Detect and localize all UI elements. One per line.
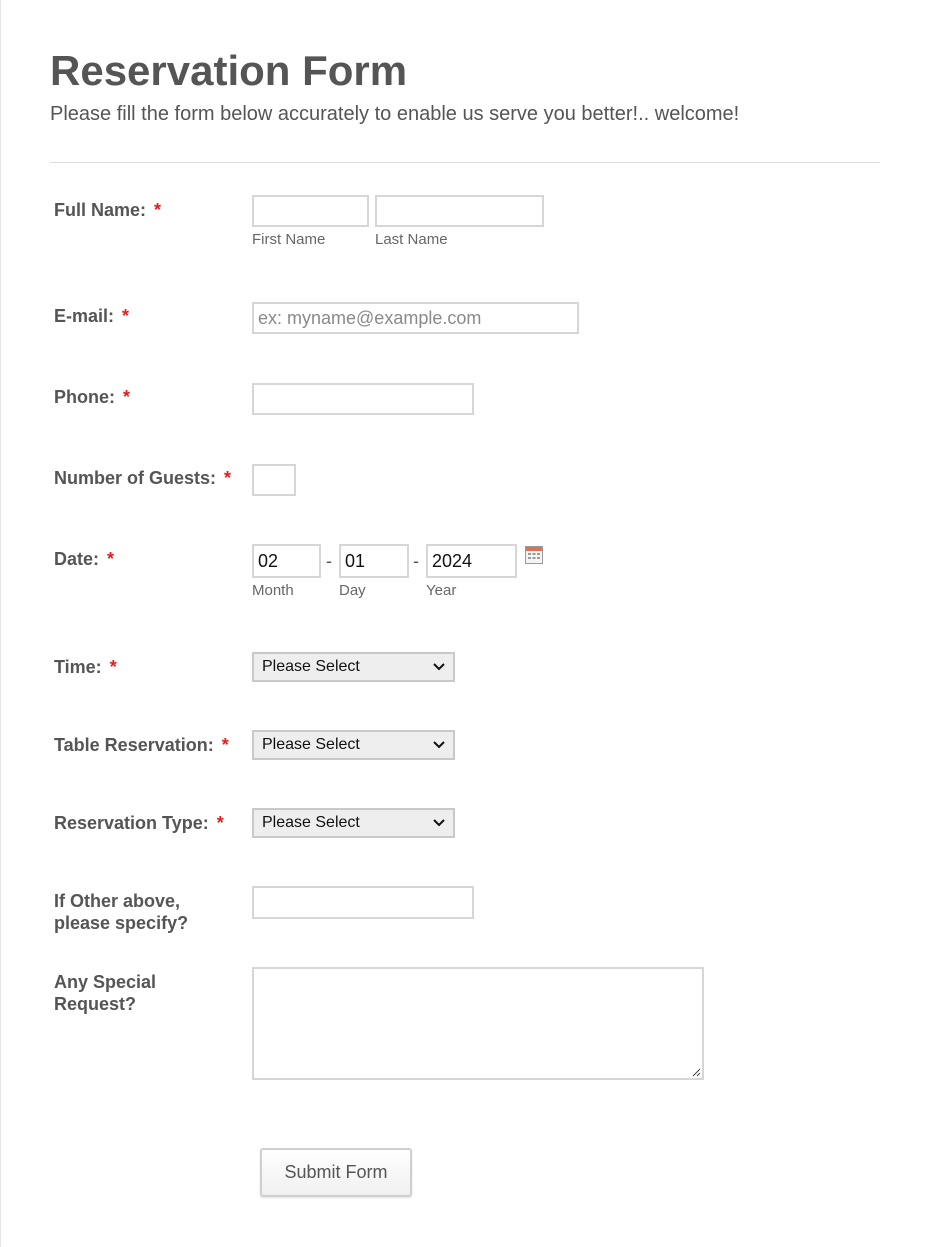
last-name-input[interactable] bbox=[375, 195, 544, 227]
date-day-input[interactable] bbox=[339, 544, 409, 578]
date-year-input[interactable] bbox=[426, 544, 517, 578]
first-name-input[interactable] bbox=[252, 195, 369, 227]
chevron-down-icon bbox=[433, 819, 445, 827]
guests-input[interactable] bbox=[252, 464, 296, 496]
other-specify-label bbox=[54, 890, 188, 934]
special-request-label-line1: Any Special bbox=[54, 972, 157, 992]
header-divider bbox=[50, 162, 880, 163]
page-left-border bbox=[0, 0, 1, 1247]
table-reservation-label-text: Table Reservation: bbox=[54, 735, 214, 755]
time-label-text: Time: bbox=[54, 657, 102, 677]
required-asterisk: * bbox=[123, 387, 131, 407]
date-label-text: Date: bbox=[54, 549, 100, 569]
required-asterisk: * bbox=[224, 468, 232, 488]
date-label bbox=[54, 548, 114, 570]
required-asterisk: * bbox=[154, 200, 162, 220]
form-title: Reservation Form bbox=[50, 47, 408, 94]
last-name-sublabel: Last Name bbox=[375, 231, 448, 248]
special-request-label bbox=[54, 971, 156, 1015]
submit-button[interactable]: Submit Form bbox=[260, 1148, 412, 1197]
full-name-label bbox=[54, 199, 161, 221]
email-input[interactable] bbox=[252, 302, 579, 334]
phone-label-text: Phone: bbox=[54, 387, 115, 407]
table-reservation-label bbox=[54, 734, 229, 756]
reservation-type-label bbox=[54, 812, 224, 834]
required-asterisk: * bbox=[122, 306, 130, 326]
calendar-icon[interactable] bbox=[525, 546, 543, 564]
full-name-label-text: Full Name: bbox=[54, 200, 147, 220]
guests-label-text: Number of Guests: bbox=[54, 468, 217, 488]
phone-label bbox=[54, 386, 130, 408]
date-month-input[interactable] bbox=[252, 544, 321, 578]
required-asterisk: * bbox=[221, 735, 229, 755]
special-request-textarea[interactable] bbox=[252, 967, 704, 1080]
other-specify-label-line2: please specify? bbox=[54, 913, 189, 933]
required-asterisk: * bbox=[107, 549, 115, 569]
required-asterisk: * bbox=[109, 657, 117, 677]
reservation-type-select-value: Please Select bbox=[262, 814, 360, 831]
reservation-type-select[interactable] bbox=[252, 808, 455, 838]
special-request-label-line2: Request? bbox=[54, 994, 137, 1014]
time-select[interactable] bbox=[252, 652, 455, 682]
other-specify-label-line1: If Other above, bbox=[54, 891, 181, 911]
guests-label bbox=[54, 467, 231, 489]
email-label bbox=[54, 305, 129, 327]
date-year-sublabel: Year bbox=[426, 582, 457, 599]
reservation-type-label-text: Reservation Type: bbox=[54, 813, 209, 833]
date-separator: - bbox=[326, 551, 332, 571]
first-name-sublabel: First Name bbox=[252, 231, 326, 248]
resize-grip-icon[interactable] bbox=[691, 1067, 701, 1077]
other-specify-input[interactable] bbox=[252, 886, 474, 919]
table-reservation-select-value: Please Select bbox=[262, 736, 360, 753]
time-label bbox=[54, 656, 117, 678]
chevron-down-icon bbox=[433, 663, 445, 671]
date-month-sublabel: Month bbox=[252, 582, 294, 599]
required-asterisk: * bbox=[216, 813, 224, 833]
table-reservation-select[interactable] bbox=[252, 730, 455, 760]
time-select-value: Please Select bbox=[262, 658, 360, 675]
date-day-sublabel: Day bbox=[339, 582, 366, 599]
email-label-text: E-mail: bbox=[54, 306, 115, 326]
form-subtitle: Please fill the form below accurately to enable us serve you better!.. welcome! bbox=[50, 103, 740, 125]
phone-input[interactable] bbox=[252, 383, 474, 415]
date-separator: - bbox=[413, 551, 419, 571]
chevron-down-icon bbox=[433, 741, 445, 749]
